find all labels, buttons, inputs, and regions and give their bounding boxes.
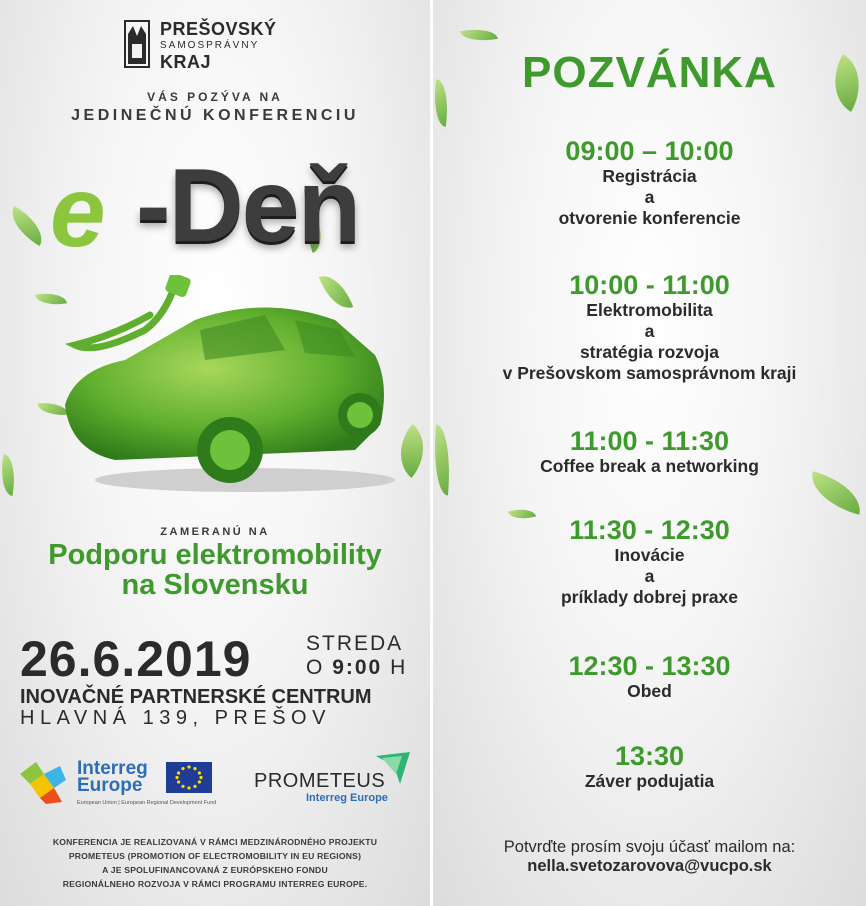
schedule-desc: Registrácia bbox=[602, 166, 697, 186]
invite-line1: VÁS POZÝVA NA bbox=[147, 90, 283, 104]
schedule-item bbox=[433, 270, 866, 384]
event-logo-e: e bbox=[50, 156, 106, 268]
interreg-europe-logo bbox=[20, 760, 220, 810]
schedule-desc: v Prešovskom samosprávnom kraji bbox=[502, 363, 797, 383]
footer-line: A JE SPOLUFINANCOVANÁ Z EURÓPSKEHO FONDU bbox=[102, 865, 328, 875]
rsvp-note bbox=[433, 838, 866, 876]
invite-line2: JEDINEČNÚ KONFERENCIU bbox=[71, 107, 359, 124]
logo-line2: SAMOSPRÁVNY bbox=[160, 40, 260, 51]
schedule-time: 10:00 - 11:00 bbox=[569, 270, 730, 300]
schedule-item bbox=[433, 651, 866, 702]
left-panel bbox=[0, 0, 430, 906]
schedule-desc: Záver podujatia bbox=[584, 771, 715, 791]
time-suffix: H bbox=[390, 656, 408, 679]
schedule-desc: stratégia rozvoja bbox=[579, 342, 720, 362]
headline-line2: na Slovensku bbox=[121, 569, 309, 601]
prometeus-logo bbox=[254, 770, 414, 815]
coat-of-arms-icon bbox=[124, 20, 150, 68]
event-logo bbox=[50, 150, 390, 270]
right-panel bbox=[433, 0, 866, 906]
headline bbox=[0, 540, 430, 600]
schedule-time: 11:00 - 11:30 bbox=[569, 426, 730, 456]
grass-car-icon bbox=[55, 275, 395, 495]
venue-address: HLAVNÁ 139, PREŠOV bbox=[20, 707, 331, 729]
schedule-time: 13:30 bbox=[614, 741, 685, 771]
venue-name: INOVAČNÉ PARTNERSKÉ CENTRUM bbox=[20, 686, 372, 708]
schedule-desc: Elektromobilita bbox=[586, 300, 713, 320]
interreg-subtitle: European Union | European Regional Development Fund bbox=[77, 800, 217, 806]
leaf-icon bbox=[805, 471, 866, 514]
project-footer bbox=[0, 835, 430, 891]
schedule-item bbox=[433, 136, 866, 229]
schedule-desc: a bbox=[644, 187, 655, 207]
footer-line: PROMETEUS (PROMOTION OF ELECTROMOBILITY IN EU REGIONS) bbox=[68, 851, 362, 861]
schedule-desc: Obed bbox=[627, 681, 672, 701]
interreg-title-line1: Interreg bbox=[77, 758, 148, 779]
schedule-time: 12:30 - 13:30 bbox=[568, 651, 731, 681]
leaf-icon bbox=[0, 454, 19, 496]
schedule-time: 09:00 – 10:00 bbox=[565, 136, 734, 166]
interreg-title bbox=[77, 760, 148, 794]
rsvp-email[interactable]: nella.svetozarovova@vucpo.sk bbox=[527, 857, 772, 875]
eu-flag-icon bbox=[166, 762, 212, 793]
footer-line: KONFERENCIA JE REALIZOVANÁ V RÁMCI MEDZINÁRODNÉHO PROJEKTU bbox=[52, 837, 378, 847]
aimed-at-label: ZAMERANÚ NA bbox=[160, 526, 270, 538]
interreg-title-line2: Europe bbox=[77, 775, 143, 796]
event-logo-rest: -Deň bbox=[136, 148, 360, 264]
schedule-item bbox=[433, 515, 866, 608]
presov-region-logo bbox=[124, 20, 277, 71]
leaf-icon bbox=[460, 25, 498, 45]
schedule-item bbox=[433, 426, 866, 477]
time-prefix: O bbox=[306, 656, 325, 679]
plug-icon bbox=[75, 285, 175, 348]
schedule-item bbox=[433, 741, 866, 792]
schedule-desc: a bbox=[644, 321, 655, 341]
event-day: STREDA bbox=[306, 632, 404, 655]
event-date: 26.6.2019 bbox=[20, 631, 252, 687]
invitation-title: POZVÁNKA bbox=[522, 48, 777, 97]
schedule-desc: a bbox=[644, 566, 655, 586]
prometeus-name: PROMETEUS bbox=[254, 770, 386, 792]
schedule-desc: Inovácie bbox=[614, 545, 685, 565]
prometheus-logo-icon bbox=[376, 752, 410, 784]
logo-line3: KRAJ bbox=[160, 52, 212, 72]
schedule-desc: otvorenie konferencie bbox=[558, 208, 741, 228]
schedule-desc: Coffee break a networking bbox=[540, 456, 759, 476]
prometeus-subtitle: Interreg Europe bbox=[306, 792, 388, 804]
interreg-logo-icon bbox=[20, 762, 70, 804]
schedule-desc: príklady dobrej praxe bbox=[560, 587, 738, 607]
event-time bbox=[306, 656, 407, 680]
headline-line1: Podporu elektromobility bbox=[48, 539, 382, 571]
logo-line1: PREŠOVSKÝ bbox=[160, 19, 277, 39]
leaf-icon bbox=[3, 206, 50, 246]
footer-line: REGIONÁLNEHO ROZVOJA V RÁMCI PROGRAMU INTERREG EUROPE. bbox=[62, 879, 368, 889]
rsvp-text: Potvrďte prosím svoju účasť mailom na: bbox=[503, 838, 796, 856]
schedule-time: 11:30 - 12:30 bbox=[569, 515, 730, 545]
time-value: 9:00 bbox=[332, 656, 383, 679]
